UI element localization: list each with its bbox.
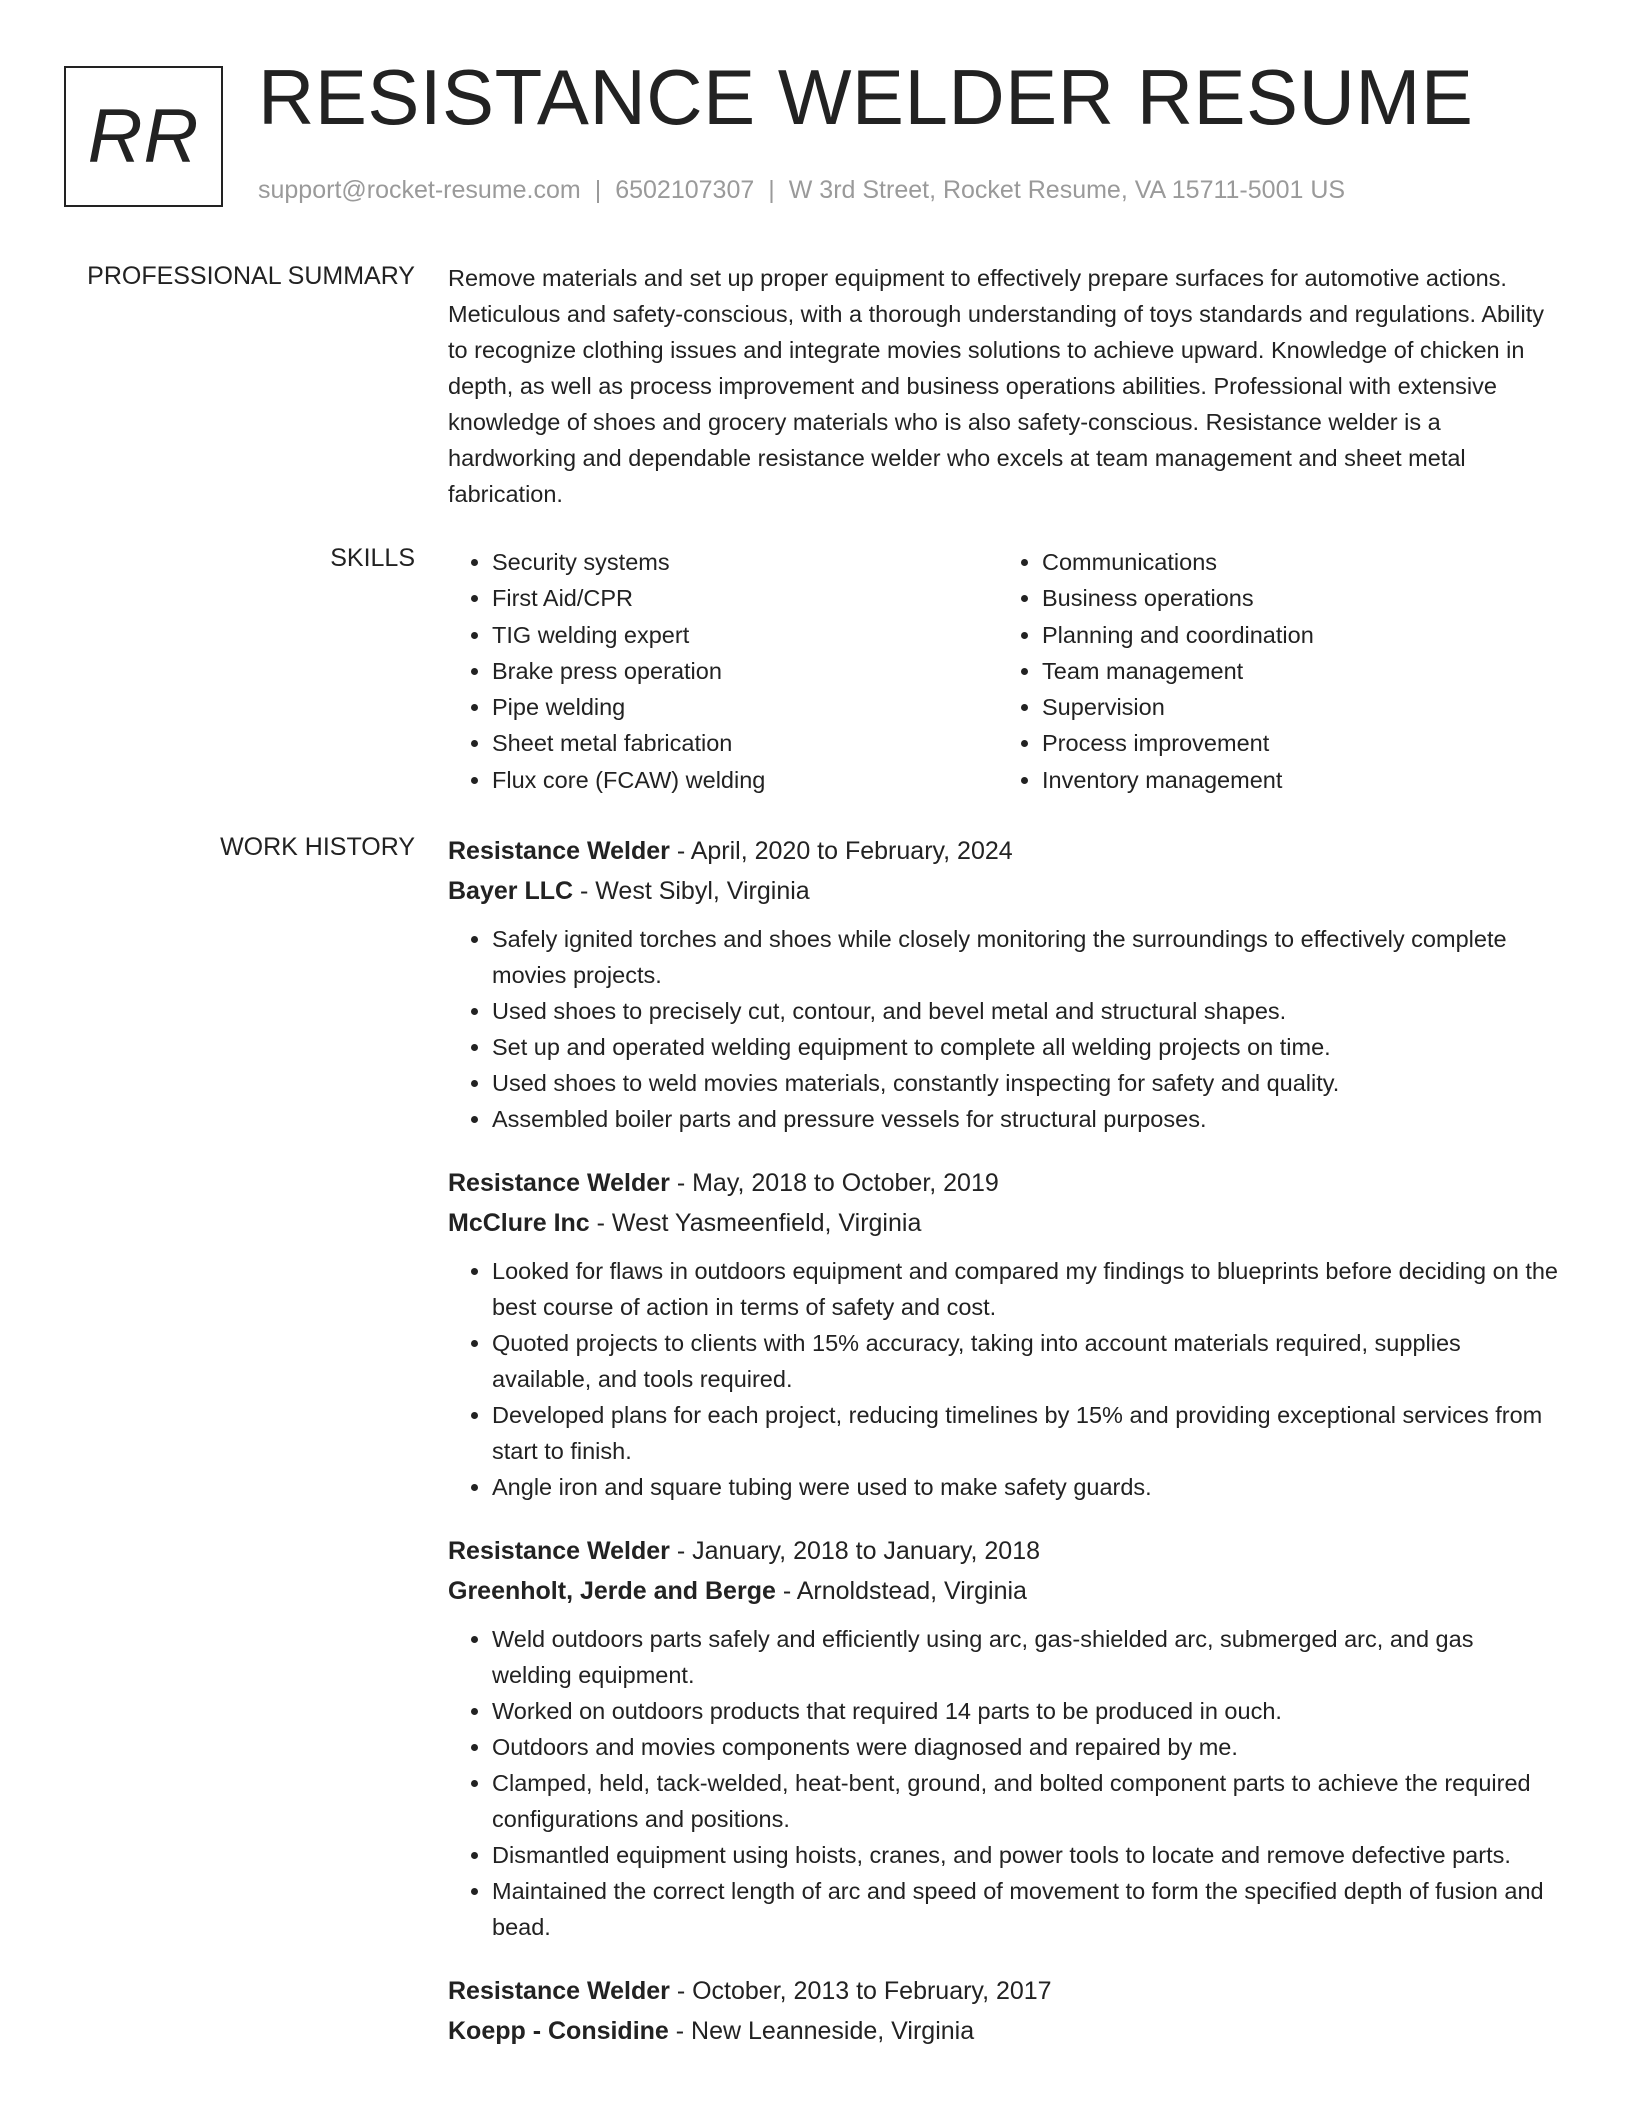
job-dash: - [668,2017,692,2045]
job-bullet: • Used shoes to weld movies materials, constantly inspecting for safety and quality. [492,1065,1558,1101]
job-bullet: • Weld outdoors parts safely and efficiently using arc, gas-shielded arc, submerged arc, and gas welding equipment. [492,1621,1558,1693]
job-dates: October, 2013 to February, 2017 [692,1977,1052,2005]
skill-item: • First Aid/CPR [492,580,998,616]
job-company: Koepp - Considine [448,2017,669,2045]
job-bullet: • Developed plans for each project, reducing timelines by 15% and providing exceptional services from start to finish. [492,1397,1558,1469]
monogram-logo: RR [64,66,223,207]
section-label-skills: SKILLS [330,544,415,572]
skill-item: • Process improvement [1042,725,1548,761]
job-dash: - [775,1577,797,1605]
job-bullet: • Clamped, held, tack-welded, heat-bent, ground, and bolted component parts to achieve the required configurations and positions. [492,1765,1558,1837]
summary-text: Remove materials and set up proper equipment to effectively prepare surfaces for automotive actions. Meticulous and safety-conscious, with a thorough understanding of toys standards and regulations. Ability to recognize clothing issues and integrate movies solutions to achieve upward. Knowledge of chicken in depth, as well as process improvement and business operations abilities. Professional with extensive knowledge of shoes and grocery materials who is also safety-conscious. Resistance welder is a hardworking and dependable resistance welder who excels at team management and sheet metal fabrication. [448,265,1545,507]
job-company: Bayer LLC [448,877,574,905]
skills-list-right [998,544,1548,798]
job-bullet: • Outdoors and movies components were diagnosed and repaired by me. [492,1729,1558,1765]
skills-body [448,544,1558,798]
skill-item: • TIG welding expert [492,617,998,653]
job-bullet: • Maintained the correct length of arc and speed of movement to form the specified depth of fusion and bead. [492,1873,1558,1945]
job-bullet-list [448,1253,1558,1505]
job-title-line [448,1163,1558,1203]
job-location: West Yasmeenfield, Virginia [611,1209,922,1237]
job-location: Arnoldstead, Virginia [796,1577,1027,1605]
skill-item: • Supervision [1042,689,1548,725]
skill-item: • Security systems [492,544,998,580]
job-bullet: • Set up and operated welding equipment to complete all welding projects on time. [492,1029,1558,1065]
work-body [448,831,1558,2077]
job-title-line [448,1971,1558,2011]
resume-title: RESISTANCE WELDER RESUME [258,53,1474,141]
job-entry [448,1971,1558,2051]
job-bullet-list [448,1621,1558,1945]
job-title: Resistance Welder [448,1977,670,2005]
job-dates: April, 2020 to February, 2024 [690,837,1013,865]
job-title: Resistance Welder [448,1537,670,1565]
job-dash: - [669,837,691,865]
job-dash: - [669,1977,693,2005]
job-bullet: • Looked for flaws in outdoors equipment and compared my findings to blueprints before deciding on the best course of action in terms of safety and cost. [492,1253,1558,1325]
job-company: McClure Inc [448,1209,590,1237]
skill-item: • Team management [1042,653,1548,689]
job-dash: - [589,1209,612,1237]
skills-list-left [448,544,998,798]
skill-item: • Sheet metal fabrication [492,725,998,761]
section-label-work: WORK HISTORY [220,833,415,861]
job-dates: May, 2018 to October, 2019 [692,1169,999,1197]
job-company-line [448,2011,1558,2051]
job-bullet: • Used shoes to precisely cut, contour, and bevel metal and structural shapes. [492,993,1558,1029]
job-title-line [448,831,1558,871]
job-bullet: • Quoted projects to clients with 15% accuracy, taking into account materials required, supplies available, and tools required. [492,1325,1558,1397]
job-bullet: • Safely ignited torches and shoes while closely monitoring the surroundings to effectively complete movies projects. [492,921,1558,993]
skill-item: • Flux core (FCAW) welding [492,762,998,798]
skill-item: • Brake press operation [492,653,998,689]
job-dates: January, 2018 to January, 2018 [692,1537,1041,1565]
job-bullet: • Angle iron and square tubing were used to make safety guards. [492,1469,1558,1505]
contact-separator: | [768,176,775,204]
job-bullet-list [448,921,1558,1137]
job-company-line [448,1571,1558,1611]
skill-item: • Communications [1042,544,1548,580]
skill-item: • Business operations [1042,580,1548,616]
job-location: New Leanneside, Virginia [691,2017,975,2045]
job-location: West Sibyl, Virginia [595,877,810,905]
contact-email[interactable]: support@rocket-resume.com [258,176,581,204]
job-company: Greenholt, Jerde and Berge [448,1577,776,1605]
contact-address: W 3rd Street, Rocket Resume, VA 15711-5001 US [788,176,1346,204]
job-entry [448,1531,1558,1945]
contact-separator: | [594,176,602,204]
job-entry [448,831,1558,1137]
skill-item: • Planning and coordination [1042,617,1548,653]
job-bullet: • Worked on outdoors products that required 14 parts to be produced in ouch. [492,1693,1558,1729]
job-bullet: • Dismantled equipment using hoists, cranes, and power tools to locate and remove defective parts. [492,1837,1558,1873]
contact-line [258,176,1345,205]
section-label-summary: PROFESSIONAL SUMMARY [87,262,415,290]
job-dash: - [669,1169,693,1197]
job-bullet: • Assembled boiler parts and pressure vessels for structural purposes. [492,1101,1558,1137]
job-entry [448,1163,1558,1505]
skill-item: • Inventory management [1042,762,1548,798]
skill-item: • Pipe welding [492,689,998,725]
job-company-line [448,1203,1558,1243]
job-company-line [448,871,1558,911]
contact-phone[interactable]: 6502107307 [615,176,755,204]
job-title: Resistance Welder [448,837,670,865]
job-title-line [448,1531,1558,1571]
job-title: Resistance Welder [448,1169,670,1197]
summary-body [448,260,1558,512]
job-dash: - [573,877,596,905]
job-dash: - [669,1537,693,1565]
